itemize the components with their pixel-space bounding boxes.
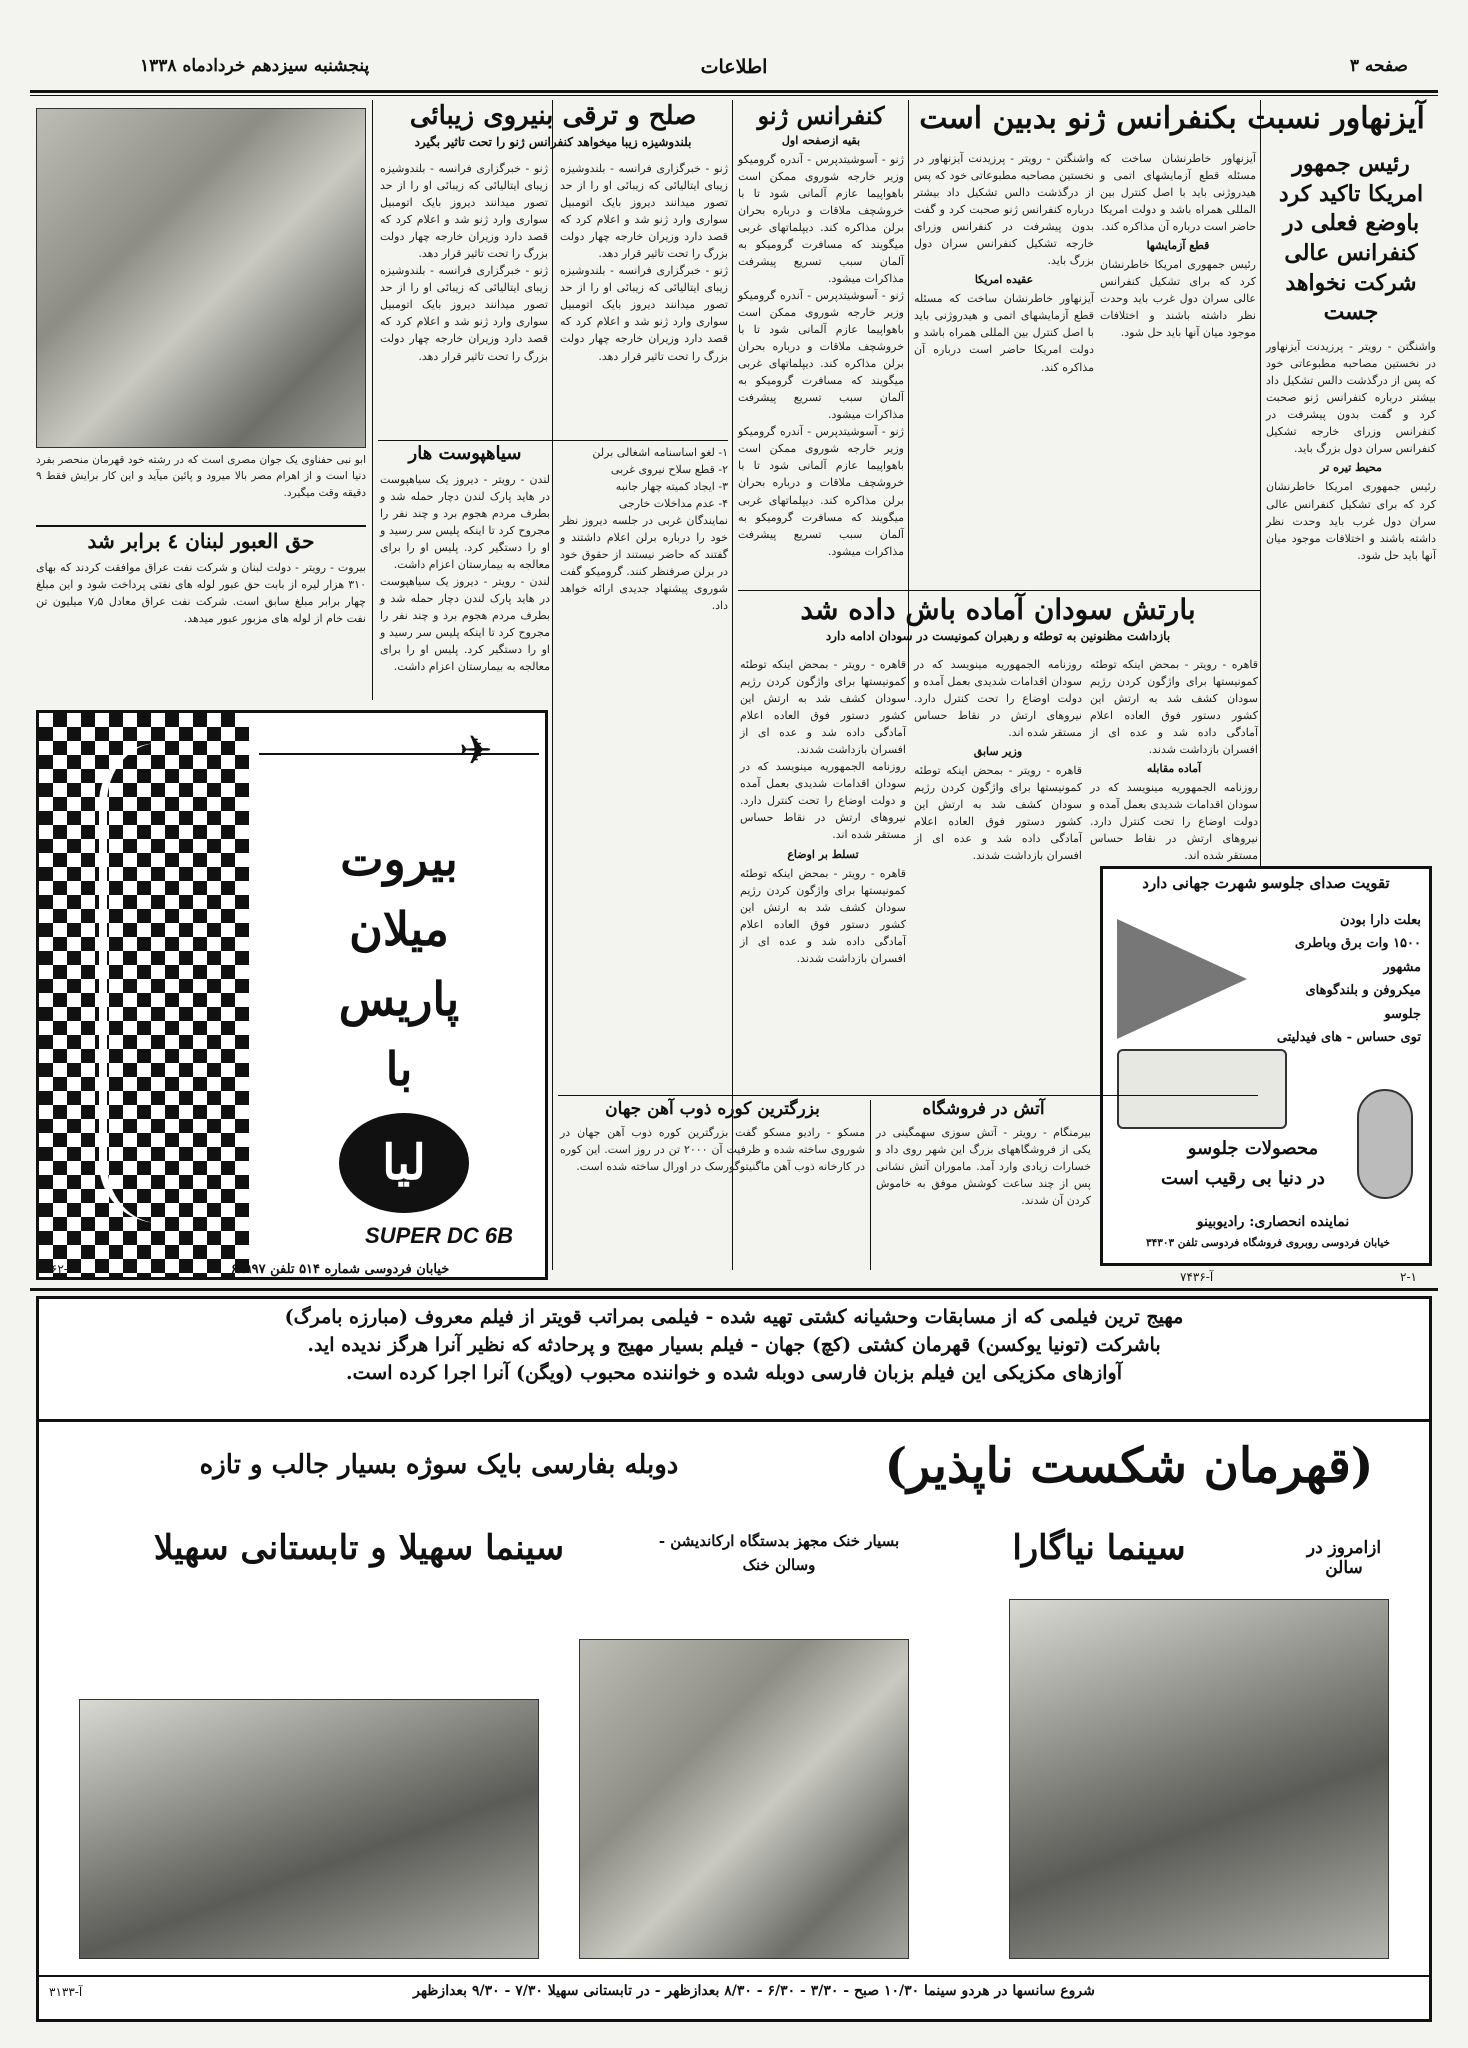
from-today-label: ازامروز در سالن <box>1306 1538 1382 1578</box>
divider <box>30 1288 1438 1291</box>
article-headline: سیاهپوست هار <box>408 443 522 464</box>
section-heading: عقیده امریکا <box>974 273 1034 287</box>
list-item: ۱- لغو اساسنامه اشغالی برلن <box>592 446 728 459</box>
film-ad-line: آوازهای مکزیکی این فیلم بزبان فارسی دوبله شده و خواننده محبوب (ویگن) آنرا اجرا کرده است. <box>346 1361 1122 1384</box>
issue-date: پنجشنبه سیزدهم خردادماه ۱۳۳۸ <box>140 56 370 76</box>
with-label: با <box>385 1042 413 1096</box>
article-body: ژنو - آسوشیتدپرس - آندره گرومیکو وزیر خارجه شوروی ممکن است باهواپیما عازم آلمانی شود تا با خروشچف ملاقات و درباره بحران برلن مذاکره کند. دیپلماتهای غربی میگویند که مسافرت گرومیکو به آلمان سبب تسریع پیشرفت مذاکرات میشود. <box>738 425 904 558</box>
masthead-rule <box>30 90 1438 93</box>
showtimes: شروع سانسها در هردو سینما ۱۰/۳۰ صبح - ۳/۳۰ - ۶/۳۰ - ۸/۳۰ بعدازظهر - در تابستانی سهیلا ۷/۳۰ - ۹/۳۰ بعدازظهر <box>413 1983 1095 1999</box>
col-sep <box>372 100 373 700</box>
section-heading: وزیر سابق <box>973 745 1023 759</box>
cinema-niagara: سینما نیاگارا <box>1012 1528 1186 1568</box>
article-body: قاهره - رویتر - بمحض اینکه توطئه کمونیستها برای واژگون کردن رژیم سودان کشف شد به ارتش این کشور دستور فوق العاده اعلام آمادگی داده شد و عده ای از افسران بازداشت شدند. <box>740 658 906 757</box>
article-subheadline: بلندوشیزه زیبا میخواهد کنفرانس ژنو را تحت تاثیر بگیرد <box>414 134 692 149</box>
article-body: بیروت - رویتر - دولت لبنان و شرکت نفت عراق موافقت کردند که بهای ۳۱۰ هزار لیره از بابت حق عبور لوله های نفتی پرداخت شود و این مبلغ چهار برابر مبلغ سابق است. شرکت نفت عراق معادل ۷٫۵ میلیون تن نفت خام از لوله های مزبور عبور میدهد. <box>36 561 366 626</box>
film-still-wrestling-match <box>579 1639 909 1959</box>
article-headline: آیزنهاور نسبت بکنفرانس ژنو بدبین است <box>919 101 1425 136</box>
city-paris: پاریس <box>338 972 460 1026</box>
radio-set-icon <box>1117 1049 1287 1129</box>
film-ad-line: مهیج ترین فیلمی که از مسابقات وحشیانه کشتی تهیه شده - فیلمی بمراتب قویتر از فیلم معروف (مبارزه بامرگ) <box>284 1306 1184 1328</box>
article-body: قاهره - رویتر - بمحض اینکه توطئه کمونیستها برای واژگون کردن رژیم سودان کشف شد به ارتش این کشور دستور فوق العاده اعلام آمادگی داده شد و عده ای از افسران بازداشت شدند. <box>740 866 906 965</box>
film-ad <box>36 1296 1432 2022</box>
cinema-soheila: سینما سهیلا و تابستانی سهیلا <box>153 1528 565 1568</box>
article-subheadline: رئیس جمهور امریکا تاکید کرد باوضع فعلی در کنفرانس عالی شرکت نخواهد جست <box>1278 151 1424 326</box>
city-milan: میلان <box>349 902 449 956</box>
ad-code: ۲-۱ <box>1400 1270 1417 1284</box>
newspaper-name: اطلاعات <box>700 56 768 78</box>
article-body: رئیس جمهوری امریکا خاطرنشان کرد که برای تشکیل کنفرانس عالی سران دول غرب باید وحدت نظر داشته باشند و اختلافات موجود میان آنها باید حل شود. <box>1266 480 1436 562</box>
ad-feature-list <box>1271 909 1421 1049</box>
eisenhower-col3 <box>914 150 1094 376</box>
masthead-rule-thin <box>30 95 1438 96</box>
article-body: ژنو - خبرگزاری فرانسه - بلندوشیزه زیبای ایتالیائی که زیبائی او را از حد تصور میدانند دیروز بایک اتومبیل سواری وارد ژنو شد و اعلام کرد که قصد دارد وزیران خارجه چهار دولت بزرگ را تحت تاثیر قرار دهد. <box>380 264 548 363</box>
film-ad-line: باشرکت (تونیا یوکسن) قهرمان کشتی (کچ) جهان - فیلم بسیار مهیج و پرحادثه که نظیر آنرا هرگز ندیده اید. <box>307 1333 1161 1356</box>
ad-representative: نماینده انحصاری: رادیوبینو <box>1196 1214 1350 1230</box>
article-body: قاهره - رویتر - بمحض اینکه توطئه کمونیستها برای واژگون کردن رژیم سودان کشف شد به ارتش این کشور دستور فوق العاده اعلام آمادگی داده شد و عده ای از افسران بازداشت شدند. <box>914 764 1082 863</box>
list-item: ۳- ایجاد کمیته چهار جانبه <box>615 480 728 494</box>
ad-feature: توی حساس - های فیدلیتی <box>1276 1029 1421 1045</box>
divider <box>36 525 366 527</box>
ad-feature: بعلت دارا بودن <box>1340 913 1421 928</box>
film-still-father-daughter <box>79 1699 539 1959</box>
list-item: ۲- قطع سلاح نیروی غربی <box>610 463 728 477</box>
sudan-col2 <box>914 656 1082 865</box>
geneva-article <box>738 102 904 560</box>
sudan-col3 <box>740 656 906 967</box>
article-body: ژنو - خبرگزاری فرانسه - بلندوشیزه زیبای ایتالیائی که زیبائی او را از حد تصور میدانند دیروز بایک اتومبیل سواری وارد ژنو شد و اعلام کرد که قصد دارد وزیران خارجه چهار دولت بزرگ را تحت تاثیر قرار دهد. <box>560 264 728 363</box>
article-headline: آتش در فروشگاه <box>922 1099 1045 1119</box>
article-body: روزنامه الجمهوریه مینویسد که در سودان اقدامات شدیدی بعمل آمده و دولت اوضاع را تحت کنترل دارد. نیروهای ارتش در نقاط حساس مستقر شده اند. <box>1090 781 1258 863</box>
section-heading: آماده مقابله <box>1146 762 1202 776</box>
article-body: لندن - رویتر - دیروز یک سیاهپوست در هاید پارک لندن دچار حمله شد و بطرف مردم هجوم برد و چند نفر را مجروح کرد تا اینکه پلیس سر رسید و او را دستگیر کرد. پلیس او را برای معالجه به بیمارستان اعزام داشت. <box>380 472 550 571</box>
section-heading: محیط تیره تر <box>1320 461 1382 475</box>
article-body: آیزنهاور خاطرنشان ساخت که مسئله قطع آزمایشهای اتمی و هیدروژنی باید با اصل کنترل بین المللی همراه باشد و دولت امریکا حاضر است درباره آن مذاکره کند. <box>914 292 1094 374</box>
hydepark-article <box>380 444 550 675</box>
page-number: صفحه ۳ <box>1349 56 1408 76</box>
photo-caption: ابو نبی حفناوی یک جوان مصری است که در رشته خود قهرمان منحصر بفرد دنیا است و از اهرام مصر بالا میرود و پائین میآید و این کار برایش فقط ۹ دقیقه وقت میگیرد. <box>36 454 366 499</box>
divider <box>738 590 1260 591</box>
airplane-icon: ✈ <box>459 728 493 774</box>
article-body: قاهره - رویتر - بمحض اینکه توطئه کمونیستها برای واژگون کردن رژیم سودان کشف شد به ارتش این کشور دستور فوق العاده اعلام آمادگی داده شد و عده ای از افسران بازداشت شدند. <box>1090 658 1258 757</box>
ad-slogan: در دنیا بی رقیب است <box>1161 1168 1325 1189</box>
article-body: آیزنهاور خاطرنشان ساخت که مسئله قطع آزمایشهای اتمی و هیدروژنی باید با اصل کنترل بین المللی همراه باشد و دولت امریکا حاضر است درباره آن مذاکره کند. <box>1100 152 1256 234</box>
article-body: واشنگتن - رویتر - پرزیدنت آیزنهاور در نخستین مصاحبه مطبوعاتی خود که پس از درگذشت دالس تشکیل داد بیشتر درباره کنفرانس ژنو صحبت کرد و گفت بدون پیشرفت در کنفرانس وزرای خارجه تشکیل کنفرانس سران دول بزرگ باید. <box>1266 340 1436 456</box>
article-headline: بارتش سودان آماده باش داده شد <box>800 593 1196 626</box>
ad-address: خیابان فردوسی روبروی فروشگاه فردوسی تلفن ۳۴۳۰۳ <box>1145 1237 1391 1249</box>
article-body: ژنو - آسوشیتدپرس - آندره گرومیکو وزیر خارجه شوروی ممکن است باهواپیما عازم آلمانی شود تا با خروشچف ملاقات و درباره بحران برلن مذاکره کند. دیپلماتهای غربی میگویند که مسافرت گرومیکو به آلمان سبب تسریع پیشرفت مذاکرات میشود. <box>738 288 904 422</box>
section-heading: قطع آزمایشها <box>1146 239 1210 253</box>
divider <box>378 440 728 441</box>
eisenhower-subhead-box <box>1266 150 1436 564</box>
article-body: ژنو - خبرگزاری فرانسه - بلندوشیزه زیبای ایتالیائی که زیبائی او را از حد تصور میدانند دیروز بایک اتومبیل سواری وارد ژنو شد و اعلام کرد که قصد دارد وزیران خارجه چهار دولت بزرگ را تحت تاثیر قرار دهد. <box>380 162 548 261</box>
lebanon-article <box>36 530 366 627</box>
article-body: روزنامه الجمهوریه مینویسد که در سودان اقدامات شدیدی بعمل آمده و دولت اوضاع را تحت کنترل دارد. نیروهای ارتش در نقاط حساس مستقر شده اند. <box>914 658 1082 740</box>
article-headline: کنفرانس ژنو <box>757 101 885 130</box>
airline-address: خیابان فردوسی شماره ۵۱۴ تلفن ۶۸۹۹۷ <box>230 1262 450 1277</box>
col-sep <box>870 1100 871 1270</box>
flight-line <box>259 753 539 755</box>
continued-label: بقیه ازصفحه اول <box>781 133 861 147</box>
eisenhower-article <box>912 102 1432 137</box>
beauty-col2 <box>380 160 548 365</box>
fire-article <box>876 1100 1091 1209</box>
eisenhower-col2 <box>1100 150 1256 341</box>
airline-ad <box>36 710 548 1280</box>
article-subheadline: بازداشت مظنونین به توطئه و رهبران کمونیست در سودان ادامه دارد <box>825 629 1171 644</box>
article-headline: بزرگترین کوره ذوب آهن جهان <box>605 1099 820 1119</box>
article-body: ژنو - آسوشیتدپرس - آندره گرومیکو وزیر خارجه شوروی ممکن است باهواپیما عازم آلمانی شود تا با خروشچف ملاقات و درباره بحران برلن مذاکره کند. دیپلماتهای غربی میگویند که مسافرت گرومیکو به آلمان سبب تسریع پیشرفت مذاکرات میشود. <box>738 152 904 285</box>
ad-feature: میکروفن و بلندگوهای جلوسو <box>1305 983 1421 1022</box>
article-headline: حق العبور لبنان ٤ برابر شد <box>87 529 315 553</box>
beauty-col1 <box>560 160 728 365</box>
sudan-article <box>738 594 1258 648</box>
article-body: مسکو - رادیو مسکو گفت بزرگترین کوره ذوب آهن جهان در شوروی ساخته شده و ظرفیت آن ۲۰۰۰ تن در روز است. این کوره در کارخانه ذوب آهن ماگنیتوگورسک در اورال ساخته شده است. <box>560 1125 865 1173</box>
microphone-icon <box>1357 1089 1413 1199</box>
article-body: رئیس جمهوری امریکا خاطرنشان کرد که برای تشکیل کنفرانس عالی سران دول غرب باید وحدت نظر داشته باشند و اختلافات موجود میان آنها باید حل شود. <box>1100 258 1256 340</box>
steel-article <box>560 1100 865 1175</box>
beauty-article <box>378 102 728 154</box>
film-dub-note: دوبله بفارسی بایک سوژه بسیار جالب و تازه <box>199 1450 679 1480</box>
lai-logo: لیا <box>339 1113 469 1213</box>
article-body: نمایندگان غربی در جلسه دیروز نظر خود را درباره برلن اعلام داشتند و گفتند که حاضر نیستند از حقوق خود در برلن صرفنظر کنند. گرومیکو گفت شوروی پیشنهاد جدیدی ارائه خواهد داد. <box>560 514 728 613</box>
film-title: (قهرمان شکست ناپذیر) <box>884 1438 1374 1494</box>
article-body: بیرمنگام - رویتر - آتش سوزی سهمگینی در یکی از فروشگاههای بزرگ این شهر روی داد و خسارات زیادی وارد آمد. ماموران آتش نشانی پس از چند ساعت کوشش موفق به خاموش کردن آن شدند. <box>876 1125 1091 1207</box>
article-body: واشنگتن - رویتر - پرزیدنت آیزنهاور در نخستین مصاحبه مطبوعاتی خود که پس از درگذشت دالس تشکیل داد بیشتر درباره کنفرانس ژنو صحبت کرد و گفت بدون پیشرفت در کنفرانس وزرای خارجه تشکیل کنفرانس سران دول بزرگ باید. <box>914 152 1094 268</box>
ad-code: آ-۸۰۶۲ <box>38 1262 72 1276</box>
article-headline: صلح و ترقی بنیروی زیبائی <box>409 101 697 131</box>
list-item: ۴- عدم مداخلات خارجی <box>618 497 728 511</box>
ad-code: آ-۳۱۳۳ <box>49 1985 83 1999</box>
cinema-niagara-note: بسیار خنک مجهز بدستگاه ارکاندیشن - وسالن خنک <box>658 1532 900 1574</box>
film-ad-rule <box>39 1419 1429 1422</box>
ad-code: آ-۷۴۳۶ <box>1180 1270 1214 1284</box>
products-label: محصولات جلوسو <box>1187 1138 1319 1159</box>
section-heading: تسلط بر اوضاع <box>787 847 859 861</box>
article-body: ژنو - خبرگزاری فرانسه - بلندوشیزه زیبای ایتالیائی که زیبائی او را از حد تصور میدانند دیروز بایک اتومبیل سواری وارد ژنو شد و اعلام کرد که قصد دارد وزیران خارجه چهار دولت بزرگ را تحت تاثیر قرار دهد. <box>560 162 728 261</box>
ad-headline: تقویت صدای جلوسو شهرت جهانی دارد <box>1142 874 1390 892</box>
film-still-wrestlers-family <box>1009 1599 1389 1959</box>
pyramid-climber-photo <box>36 108 366 448</box>
berlin-list <box>560 444 728 614</box>
aircraft-model: SUPER DC 6B <box>365 1223 513 1248</box>
article-body: لندن - رویتر - دیروز یک سیاهپوست در هاید پارک لندن دچار حمله شد و بطرف مردم هجوم برد و چند نفر را مجروح کرد تا اینکه پلیس سر رسید و او را دستگیر کرد. پلیس او را برای معالجه به بیمارستان اعزام داشت. <box>380 574 550 674</box>
radio-ad <box>1100 866 1432 1266</box>
col-sep <box>552 100 553 1270</box>
sudan-col1 <box>1090 656 1258 865</box>
swoosh-decoration <box>99 743 189 1223</box>
film-ad-rule <box>39 1975 1429 1977</box>
city-beirut: بیروت <box>340 832 458 886</box>
ad-feature: ۱۵۰۰ وات برق وباطری مشهور <box>1294 936 1421 975</box>
divider <box>558 1095 1258 1096</box>
gramophone-horn-icon <box>1117 919 1247 1039</box>
article-body: روزنامه الجمهوریه مینویسد که در سودان اقدامات شدیدی بعمل آمده و دولت اوضاع را تحت کنترل دارد. نیروهای ارتش در نقاط حساس مستقر شده اند. <box>740 760 906 842</box>
